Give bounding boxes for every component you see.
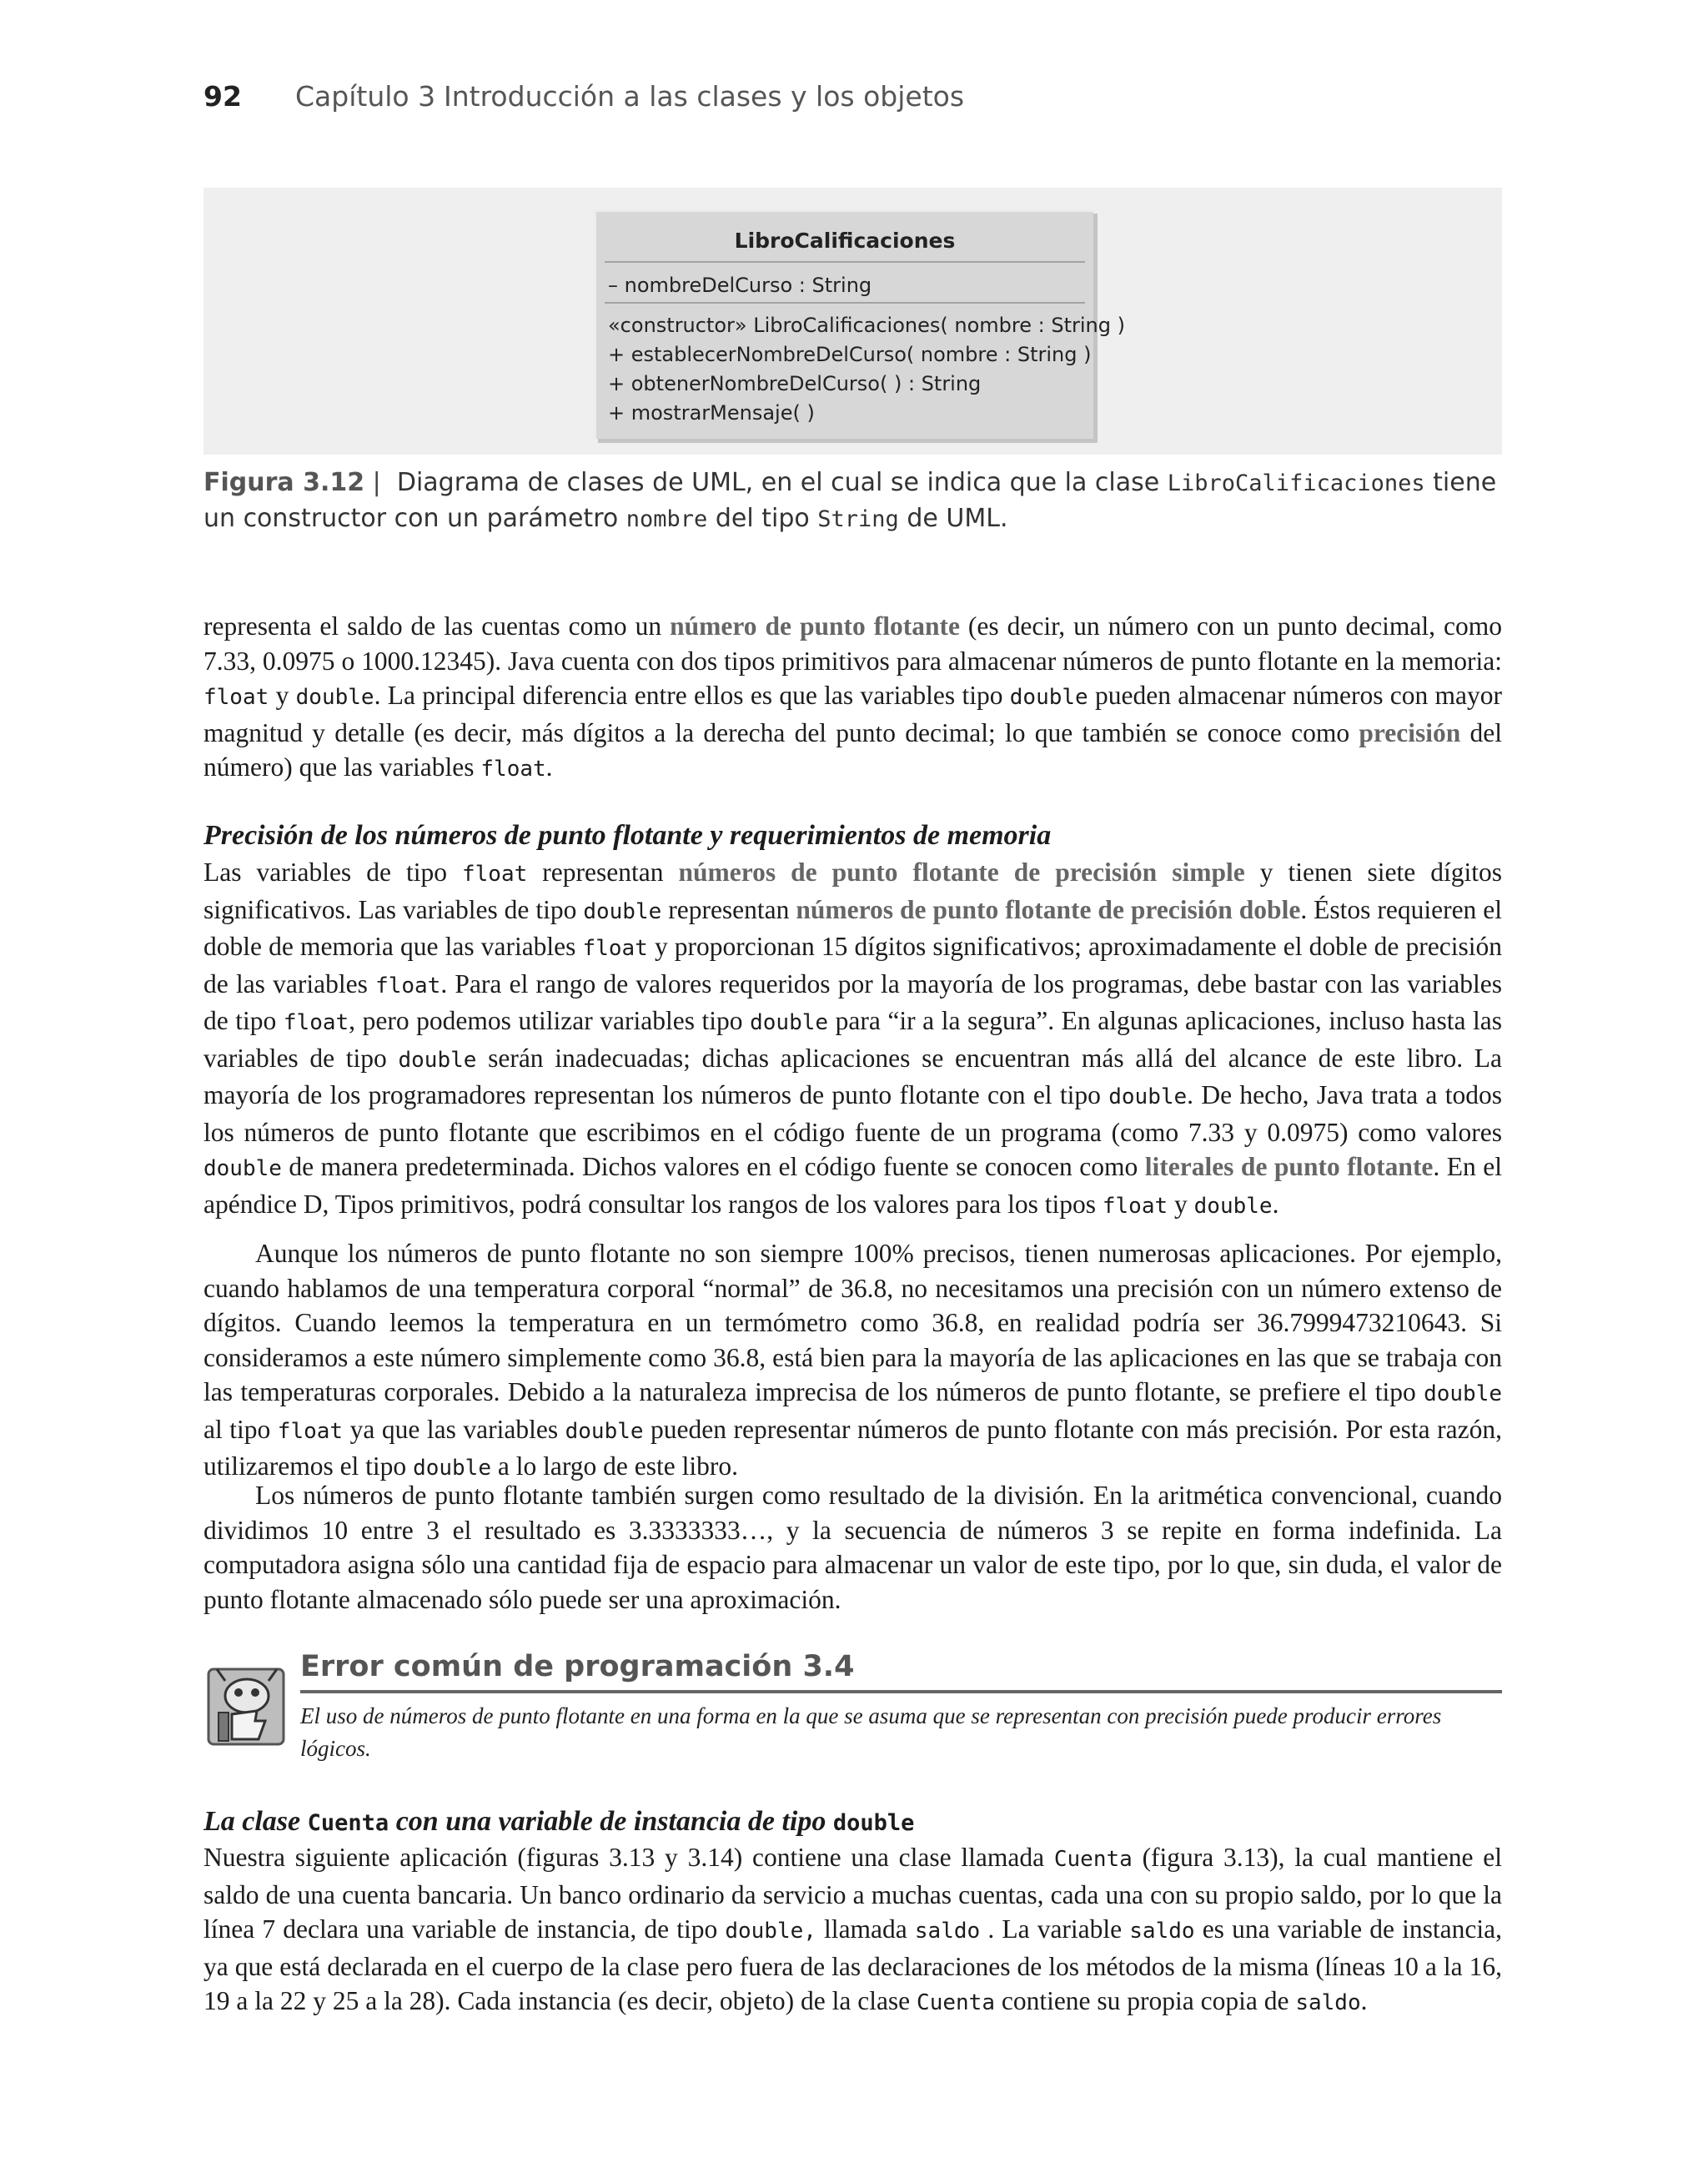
key-term: números de punto flotante de precisión simple [678,858,1245,887]
caption-text: tiene un constructor con un parámetro [203,468,1497,533]
code-span: double [203,1156,282,1181]
caption-text: del tipo [707,504,818,533]
code-span: saldo [914,1919,981,1944]
code-span: float [283,1010,349,1035]
code-span: saldo [1129,1919,1195,1944]
code-span: double [1009,685,1088,710]
code-span: float [203,685,269,710]
chapter-label: Capítulo 3 [295,80,436,113]
code-span: double [832,1810,915,1836]
code-span: float [277,1418,344,1444]
code-span: String [817,506,899,532]
caption-separator: | [372,468,381,497]
paragraph: Los números de punto flotante también surgen como resultado de la división. En la aritmética convencional, cuando dividimos 10 entre 3 el resultado es 3.3333333…, y la secuencia de números 3 se repite en forma indefinida. La computadora asigna sólo una cantidad fija de espacio para almacenar un valor de este tipo, por lo que, sin duda, el valor de punto flotante almacenado sólo puede ser una aproximación. [203,1481,1502,1614]
uml-class-name: LibroCalificaciones [734,229,956,253]
code-span: double, [725,1919,816,1944]
code-span: float [1102,1193,1168,1219]
code-span: float [461,862,528,887]
code-span: nombre [625,506,708,532]
key-term: precisión [1359,717,1461,747]
code-span: double [1193,1193,1273,1219]
code-span: double [398,1047,477,1073]
paragraph: Aunque los números de punto flotante no son siempre 100% precisos, tienen numerosas aplicaciones. Por ejemplo, cuando hablamos de una temperatura corporal “normal” de 36.8, no necesitamos una precisión con un número extenso de dígitos. Cuando leemos la temperatura en un termómetro como 36.8, en realidad podría ser 36.7999473210643. Si consideramos a este número simplemente como 36.8, está bien para la mayoría de las aplicaciones en las que se trabaja con las temperaturas corporales. Debido a la naturaleza imprecisa de los números de punto flotante, se prefiere el tipo double al tipo float ya que las variables double pueden representar números de punto flotante con más precisión. Por esta razón, utilizaremos el tipo double a lo largo de este libro. [203,1239,1502,1481]
code-span: Cuenta [917,1990,995,2015]
section-heading: La clase Cuenta con una variable de instancia de tipo double [203,1806,915,1837]
uml-operations [608,311,1125,428]
section-heading: Precisión de los números de punto flotante y requerimientos de memoria [203,820,1052,851]
caption-text: Diagrama de clases de UML, en el cual se indica que la clase [396,468,1168,497]
code-span: float [480,757,546,782]
code-span: double [1108,1084,1188,1109]
paragraph: Las variables de tipo float representan números de punto flotante de precisión simple y tienen siete dígitos significativos. Las variables de tipo double representan números de punto flotante de precisión doble. Éstos requieren el doble de memoria que las variables float y proporcionan 15 dígitos significativos; aproximadamente el doble de precisión de las variables float. Para el rango de valores requeridos por la mayoría de los programas, debe bastar con las variables de tipo float, pero podemos utilizar variables tipo double para “ir a la segura”. En algunas aplicaciones, incluso hasta las variables de tipo double serán inadecuadas; dichas aplicaciones se encuentran más allá del alcance de este libro. La mayoría de los programadores representan los números de punto flotante con el tipo double. De hecho, Java trata a todos los números de punto flotante que escribimos en el código fuente de un programa (como 7.33 y 0.0975) como valores double de manera predeterminada. Dichos valores en el código fuente se conocen como literales de punto flotante. En el apéndice D, Tipos primitivos, podrá consultar los rangos de los valores para los tipos float y double. [203,858,1502,1219]
figure-caption [203,465,1505,537]
code-span: double [295,685,374,710]
uml-class-diagram [594,209,1125,439]
code-span: LibroCalificaciones [1167,470,1425,496]
key-term: número de punto flotante [670,611,960,641]
code-span: float [375,973,441,998]
code-span: double [413,1456,491,1481]
key-term: literales de punto flotante [1144,1152,1434,1181]
error-box-title: Error común de programación 3.4 [300,1650,855,1683]
uml-divider [605,261,1085,263]
uml-divider [605,302,1085,304]
code-span: Cuenta [307,1810,389,1836]
uml-attribute: – nombreDelCurso : String [608,274,872,297]
thumbs-down-bug-icon [207,1662,287,1748]
uml-operation: + mostrarMensaje( ) [608,401,815,425]
uml-operation: «constructor» LibroCalificaciones( nombre : String ) [608,314,1125,337]
code-span: float [582,936,648,961]
figure-panel [203,188,1502,455]
code-span: double [565,1418,644,1444]
code-span: double [750,1010,829,1035]
uml-operation: + establecerNombreDelCurso( nombre : String ) [608,343,1092,366]
error-box-text: El uso de números de punto flotante en una forma en la que se asuma que se representan con precisión puede producir errores lógicos. [300,1703,1442,1761]
paragraph: Nuestra siguiente aplicación (figuras 3.13 y 3.14) contiene una clase llamada Cuenta (figura 3.13), la cual mantiene el saldo de una cuenta bancaria. Un banco ordinario da servicio a muchas cuentas, cada una con su propio saldo, por lo que la línea 7 declara una variable de instancia, de tipo double, llamada saldo . La variable saldo es una variable de instancia, ya que está declarada en el cuerpo de la clase pero fuera de las declaraciones de los métodos de la misma (líneas 10 a la 16, 19 a la 22 y 25 a la 28). Cada instancia (es decir, objeto) de la clase Cuenta contiene su propia copia de saldo. [203,1843,1502,2015]
code-span: double [1424,1381,1502,1406]
uml-operation: + obtenerNombreDelCurso( ) : String [608,372,982,395]
chapter-title: Introducción a las clases y los objetos [444,80,965,113]
error-box-rule [300,1690,1502,1693]
figure-label: Figura 3.12 [203,468,365,497]
page-number: 92 [203,80,242,113]
code-span: saldo [1295,1990,1361,2015]
code-span: double [583,898,662,924]
caption-text: de UML. [898,504,1008,533]
code-span: Cuenta [1053,1847,1133,1872]
paragraph: representa el saldo de las cuentas como un número de punto flotante (es decir, un número con un punto decimal, como 7.33, 0.0975 o 1000.12345). Java cuenta con dos tipos primitivos para almacenar números de punto flotante en la memoria: float y double. La principal diferencia entre ellos es que las variables tipo double pueden almacenar números con mayor magnitud y detalle (es decir, más dígitos a la derecha del punto decimal; lo que también se conoce como precisión del número) que las variables float. [203,611,1503,782]
key-term: números de punto flotante de precisión doble [796,894,1301,924]
